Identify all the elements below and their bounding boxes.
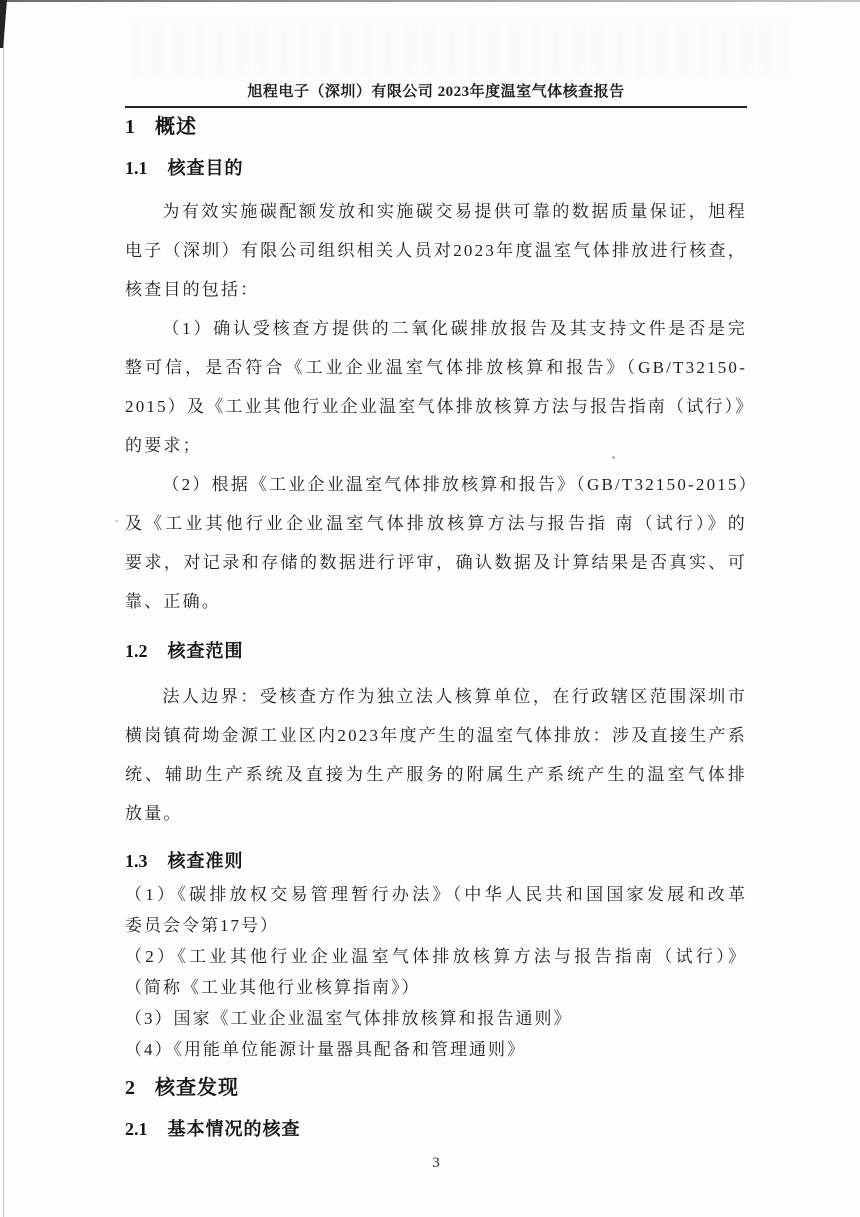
section-1-heading <box>125 114 747 140</box>
text-line: 整可信，是否符合《工业企业温室气体排放核算和报告》（GB/T32150- <box>125 358 747 377</box>
scan-speck <box>612 456 615 459</box>
section-number: 2 <box>125 1077 135 1099</box>
section-number: 1 <box>125 116 135 138</box>
text-line: 的要求； <box>125 436 202 455</box>
text-line: 委员会令第17号） <box>125 916 279 935</box>
scope-paragraph <box>125 677 747 833</box>
section-title: 核查目的 <box>167 158 244 178</box>
text-line: 放量。 <box>125 804 183 823</box>
scan-speck <box>115 520 118 522</box>
text-line: （1）确认受核查方提供的二氧化碳排放报告及其支持文件是否是完 <box>162 319 747 338</box>
text-line: 及《工业其他行业企业温室气体排放核算方法与报告指 南（试行）》的 <box>125 514 747 533</box>
text-line: （3）国家《工业企业温室气体排放核算和报告通则》 <box>125 1009 573 1028</box>
criteria-item-1 <box>125 879 747 941</box>
section-number: 1.1 <box>125 158 148 178</box>
text-line: （2）《工业其他行业企业温室气体排放核算方法与报告指南（试行）》 <box>125 947 747 966</box>
text-line: 电子（深圳）有限公司组织相关人员对2023年度温室气体排放进行核查， <box>125 241 747 260</box>
scan-left-edge-artifact <box>3 0 4 1217</box>
section-title: 核查准则 <box>167 851 244 871</box>
text-line: 2015）及《工业其他行业企业温室气体排放核算方法与报告指南（试行）》 <box>125 397 755 416</box>
section-2-1-heading <box>125 1117 747 1141</box>
section-2-heading <box>125 1075 747 1101</box>
text-line: 横岗镇荷坳金源工业区内2023年度产生的温室气体排放：涉及直接生产系 <box>125 726 747 745</box>
running-header-title: 旭程电子（深圳）有限公司 2023年度温室气体核查报告 <box>247 84 625 100</box>
purpose-paragraph-2 <box>125 309 755 465</box>
text-line: 靠、正确。 <box>125 592 221 611</box>
section-number: 1.2 <box>125 641 148 661</box>
text-line: （2）根据《工业企业温室气体排放核算和报告》（GB/T32150-2015） <box>162 475 758 494</box>
text-line: 统、辅助生产系统及直接为生产服务的附属生产系统产生的温室气体排 <box>125 765 747 784</box>
criteria-item-3 <box>125 1003 747 1034</box>
text-line: （1）《碳排放权交易管理暂行办法》（中华人民共和国国家发展和改革 <box>125 885 747 904</box>
section-1-1-heading <box>125 156 747 180</box>
purpose-paragraph-3 <box>125 465 758 621</box>
criteria-item-2 <box>125 941 747 1003</box>
criteria-list <box>125 879 747 1065</box>
section-number: 2.1 <box>125 1119 148 1139</box>
page-number: 3 <box>432 1155 440 1171</box>
section-1-2-heading <box>125 639 747 663</box>
text-line: （简称《工业其他行业核算指南》） <box>125 978 421 997</box>
purpose-paragraph-1 <box>125 192 747 309</box>
scan-top-edge-artifact <box>0 0 860 2</box>
running-header <box>125 82 747 108</box>
text-line: 为有效实施碳配额发放和实施碳交易提供可靠的数据质量保证，旭程 <box>162 202 747 221</box>
text-line: （4）《用能单位能源计量器具配备和管理通则》 <box>125 1040 526 1059</box>
ink-bleed-through <box>130 20 790 78</box>
criteria-item-4 <box>125 1034 747 1065</box>
text-line: 核查目的包括： <box>125 280 260 299</box>
section-title: 核查范围 <box>167 641 244 661</box>
section-title: 概述 <box>155 116 197 138</box>
section-number: 1.3 <box>125 851 148 871</box>
text-line: 法人边界：受核查方作为独立法人核算单位，在行政辖区范围深圳市 <box>162 687 747 706</box>
section-title: 核查发现 <box>155 1077 239 1099</box>
scan-corner-artifact <box>0 0 7 48</box>
text-line: 要求，对记录和存储的数据进行评审，确认数据及计算结果是否真实、可 <box>125 553 747 572</box>
section-1-3-heading <box>125 849 747 873</box>
section-title: 基本情况的核查 <box>167 1119 301 1139</box>
